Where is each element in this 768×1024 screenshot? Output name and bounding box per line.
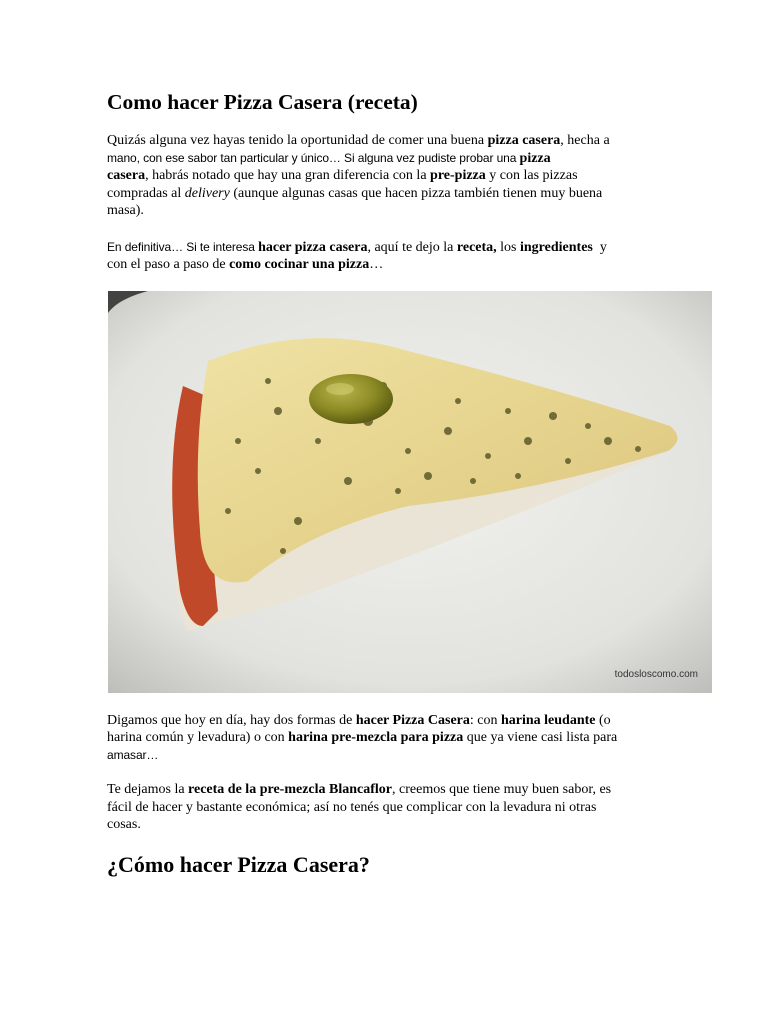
pizza-photo <box>108 291 712 693</box>
section-heading: ¿Cómo hacer Pizza Casera? <box>107 851 370 877</box>
text-run: fácil de hacer y bastante económica; así no tenés que complicar con la levadura ni otras <box>107 799 597 815</box>
methods-paragraph <box>107 712 667 765</box>
text-run: , habrás notado que hay una gran diferencia con la <box>145 168 431 183</box>
text-run: masa). <box>107 203 144 218</box>
text-run: con el paso a paso de <box>107 257 230 272</box>
text-run: Te dejamos la <box>107 782 189 797</box>
text-run: , aquí te dejo la <box>367 239 457 255</box>
bold-run: pre-pizza <box>430 168 486 183</box>
bold-run: casera <box>107 168 146 183</box>
text-run: … <box>369 257 384 272</box>
bold-run: como cocinar una pizza <box>229 257 370 272</box>
bold-run: receta de la pre-mezcla Blancaflor <box>188 782 393 797</box>
bold-run: harina pre-mezcla para pizza <box>288 730 464 745</box>
text-run: Quizás alguna vez hayas tenido la oportunidad de comer una buena <box>107 133 488 148</box>
text-run: los <box>496 239 520 255</box>
bold-run: receta, <box>456 239 497 255</box>
bold-run: harina leudante <box>500 712 596 728</box>
text-run: : con <box>469 712 501 728</box>
bold-run: hacer pizza casera <box>258 239 368 255</box>
text-run: y <box>592 239 607 255</box>
text-run: mano, con ese sabor tan particular y único… Si alguna vez pudiste probar una <box>107 150 520 165</box>
bold-run: ingredientes <box>520 239 593 255</box>
page-title: Como hacer Pizza Casera (receta) <box>107 90 418 114</box>
olive-highlight <box>326 383 354 395</box>
text-run: compradas al <box>107 185 185 201</box>
text-run: (o <box>595 712 611 728</box>
bold-run: pizza <box>519 150 551 166</box>
text-run: (aunque algunas casas que hacen pizza también tienen muy buena <box>229 185 603 201</box>
text-run: cosas. <box>107 817 141 832</box>
bold-run: hacer Pizza Casera <box>355 712 470 728</box>
italic-run: delivery <box>184 185 230 201</box>
bold-run: pizza casera <box>487 133 561 148</box>
text-run: harina común y levadura) o con <box>107 730 289 745</box>
text-run: y con las pizzas <box>485 168 578 183</box>
premix-paragraph <box>107 781 667 834</box>
text-run: En definitiva… Si te interesa <box>107 239 259 254</box>
intro-paragraph <box>107 132 667 220</box>
document-content <box>107 88 698 880</box>
text-run: que ya viene casi lista para <box>463 730 618 745</box>
text-run: , creemos que tiene muy buen sabor, es <box>392 782 612 797</box>
definition-paragraph <box>107 239 667 274</box>
text-run: amasar… <box>107 747 159 762</box>
pizza-slice-image <box>108 291 712 693</box>
text-run: Digamos que hoy en día, hay dos formas de <box>107 712 356 728</box>
olive <box>309 374 393 424</box>
text-run: , hecha a <box>560 133 610 148</box>
photo-watermark: todosloscomo.com <box>614 668 698 680</box>
